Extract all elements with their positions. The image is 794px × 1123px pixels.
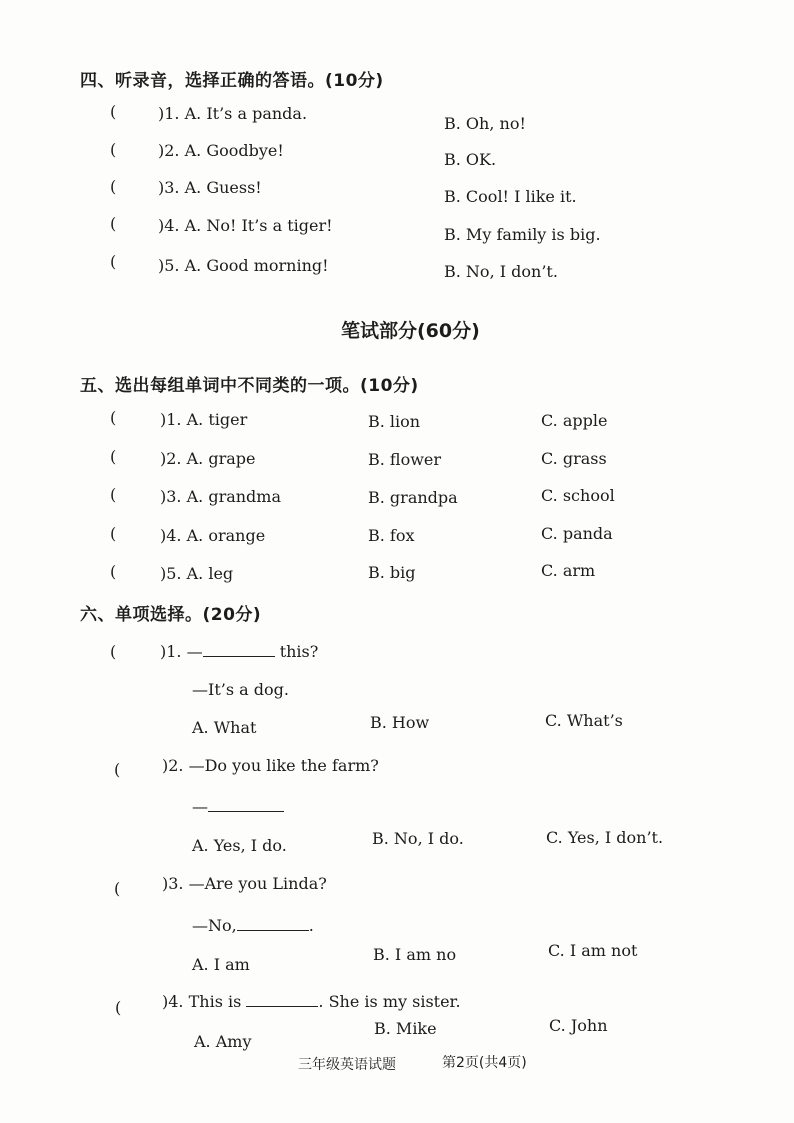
question-stem	[160, 642, 318, 661]
option-c: C. arm	[541, 561, 596, 580]
option-b: B. No, I don’t.	[444, 262, 558, 281]
answer-paren[interactable]: (	[110, 524, 117, 543]
answer-paren[interactable]: (	[114, 760, 121, 779]
question-stem: )2. —Do you like the farm?	[162, 756, 379, 775]
answer-paren[interactable]: (	[110, 485, 117, 504]
option-a: A. Yes, I do.	[192, 836, 287, 855]
reply-start: —No,	[192, 916, 237, 935]
option-a: )4. A. orange	[160, 526, 266, 545]
footer-subject: 三年级英语试题	[298, 1057, 396, 1073]
answer-paren[interactable]: (	[110, 102, 117, 121]
fill-blank[interactable]	[237, 916, 309, 931]
option-c: C. John	[549, 1016, 608, 1035]
reply-line	[192, 916, 314, 935]
question-number: )4. This is	[162, 992, 242, 1011]
footer-page-number: 第2页(共4页)	[442, 1055, 527, 1071]
answer-paren[interactable]: (	[110, 140, 117, 159]
written-part-title: 笔试部分(60分)	[341, 320, 480, 342]
option-a: )3. A. Guess!	[158, 178, 262, 197]
option-b: B. flower	[368, 450, 442, 469]
fill-blank[interactable]	[208, 797, 284, 812]
option-a: )5. A. Good morning!	[158, 256, 329, 275]
section5-title: 五、选出每组单词中不同类的一项。(10分)	[80, 376, 419, 396]
option-b: B. lion	[368, 412, 421, 431]
option-b: B. I am no	[373, 945, 457, 964]
answer-paren[interactable]: (	[115, 998, 122, 1017]
option-a: )3. A. grandma	[160, 487, 282, 506]
answer-paren[interactable]: (	[110, 642, 117, 661]
option-a: A. Amy	[194, 1032, 252, 1051]
question-end: . She is my sister.	[318, 992, 461, 1011]
question-end: this?	[279, 642, 319, 661]
option-b: B. No, I do.	[372, 829, 464, 848]
option-a: )4. A. No! It’s a tiger!	[158, 216, 333, 235]
option-c: C. Yes, I don’t.	[546, 828, 664, 847]
option-b: B. fox	[368, 526, 415, 545]
answer-paren[interactable]: (	[110, 562, 117, 581]
option-b: B. grandpa	[368, 488, 458, 507]
option-a: A. I am	[192, 955, 250, 974]
fill-blank[interactable]	[203, 642, 275, 657]
option-b: B. Oh, no!	[444, 114, 526, 133]
answer-paren[interactable]: (	[110, 177, 117, 196]
answer-paren[interactable]: (	[110, 214, 117, 233]
option-c: C. grass	[541, 449, 607, 468]
question-number: )1. —	[160, 642, 203, 661]
option-a: A. What	[192, 718, 257, 737]
reply-line	[192, 797, 284, 816]
option-a: )1. A. tiger	[160, 410, 248, 429]
question-stem	[162, 992, 461, 1011]
fill-blank[interactable]	[246, 992, 318, 1007]
option-c: C. What’s	[545, 711, 623, 730]
option-b: B. big	[368, 563, 416, 582]
question-stem: )3. —Are you Linda?	[162, 874, 327, 893]
option-a: )5. A. leg	[160, 564, 234, 583]
option-a: )2. A. grape	[160, 449, 256, 468]
dialogue-reply: —It’s a dog.	[192, 680, 289, 699]
answer-paren[interactable]: (	[110, 408, 117, 427]
option-a: )1. A. It’s a panda.	[158, 104, 308, 123]
option-b: B. OK.	[444, 150, 497, 169]
option-c: C. I am not	[548, 941, 638, 960]
option-c: C. panda	[541, 524, 613, 543]
answer-paren[interactable]: (	[110, 447, 117, 466]
section6-title: 六、单项选择。(20分)	[80, 605, 262, 625]
reply-dash: —	[192, 797, 208, 816]
reply-end: .	[308, 916, 314, 935]
answer-paren[interactable]: (	[114, 879, 121, 898]
option-b: B. How	[370, 713, 430, 732]
option-a: )2. A. Goodbye!	[158, 141, 284, 160]
option-c: C. apple	[541, 411, 608, 430]
option-b: B. My family is big.	[444, 225, 601, 244]
option-c: C. school	[541, 486, 615, 505]
answer-paren[interactable]: (	[110, 252, 117, 271]
option-b: B. Cool! I like it.	[444, 187, 577, 206]
section4-title: 四、听录音，选择正确的答语。(10分)	[80, 71, 384, 91]
option-b: B. Mike	[374, 1019, 437, 1038]
